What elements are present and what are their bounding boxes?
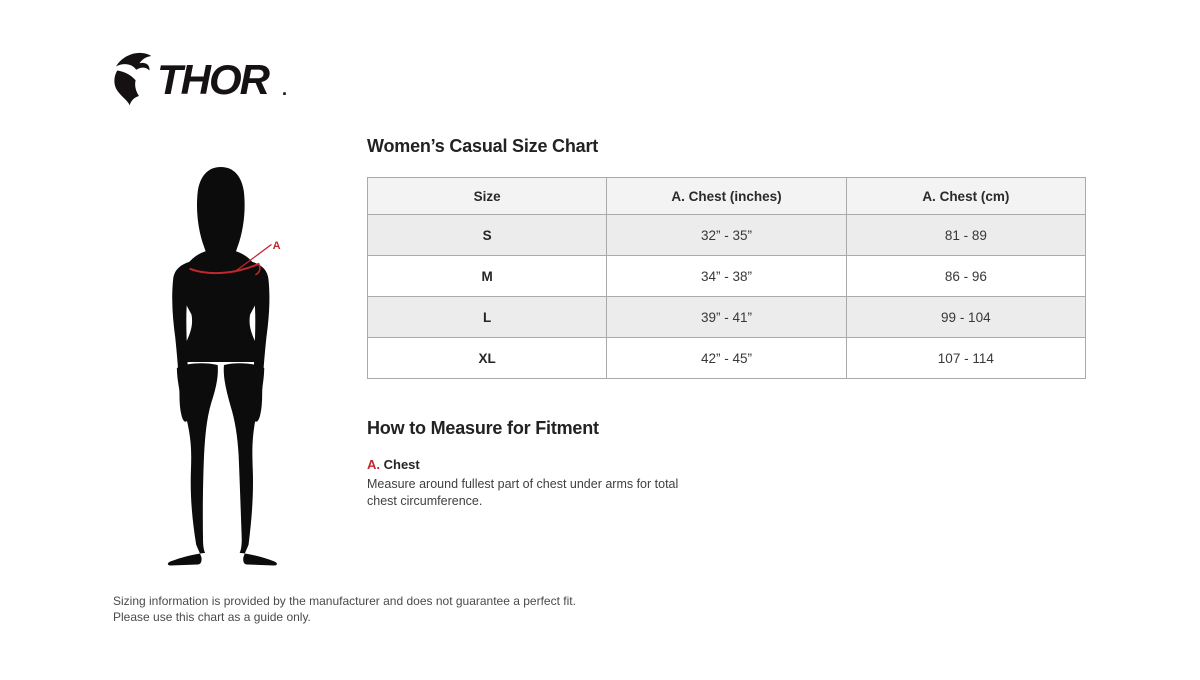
size-cell: XL — [368, 338, 607, 379]
measure-item-description: Measure around fullest part of chest under arms for total chest circumference. — [367, 477, 679, 508]
woman-silhouette — [168, 167, 277, 565]
chest-inches-cell: 42” - 45” — [607, 338, 846, 379]
column-header-chest-cm: A. Chest (cm) — [846, 178, 1085, 215]
woman-silhouette-figure — [158, 165, 292, 569]
goat-head-icon — [112, 48, 154, 106]
size-chart-table — [367, 177, 1086, 379]
disclaimer-line-1: Sizing information is provided by the manufacturer and does not guarantee a perfect fit. — [113, 594, 576, 608]
thor-wordmark — [156, 56, 292, 104]
thor-logo — [112, 44, 297, 106]
chest-cm-cell: 99 - 104 — [846, 297, 1085, 338]
chest-cm-cell: 81 - 89 — [846, 215, 1085, 256]
chest-inches-cell: 39” - 41” — [607, 297, 846, 338]
chest-inches-cell: 34” - 38” — [607, 256, 846, 297]
trademark-dot: . — [282, 79, 288, 99]
size-cell: M — [368, 256, 607, 297]
size-chart-title: Women’s Casual Size Chart — [367, 136, 599, 156]
measurement-point-label: A — [272, 239, 281, 252]
column-header-chest-inches: A. Chest (inches) — [607, 178, 846, 215]
table-row-m — [368, 256, 1086, 297]
chest-inches-cell: 32” - 35” — [607, 215, 846, 256]
table-row-l — [368, 297, 1086, 338]
chest-cm-cell: 86 - 96 — [846, 256, 1085, 297]
measure-item-letter: A. — [367, 457, 380, 472]
table-row-xl — [368, 338, 1086, 379]
disclaimer-line-2: Please use this chart as a guide only. — [113, 609, 311, 624]
measure-item-chest — [367, 457, 1086, 510]
sizing-disclaimer — [113, 594, 576, 625]
brand-text: THOR — [157, 56, 268, 103]
header-row — [368, 178, 1086, 215]
size-cell: L — [368, 297, 607, 338]
size-chart-section — [367, 134, 1086, 510]
size-cell: S — [368, 215, 607, 256]
measure-guide-title: How to Measure for Fitment — [367, 418, 599, 438]
column-header-size: Size — [368, 178, 607, 215]
table-row-s — [368, 215, 1086, 256]
measure-item-name: Chest — [383, 457, 420, 472]
measure-item-label — [367, 457, 1086, 473]
chest-cm-cell: 107 - 114 — [846, 338, 1085, 379]
